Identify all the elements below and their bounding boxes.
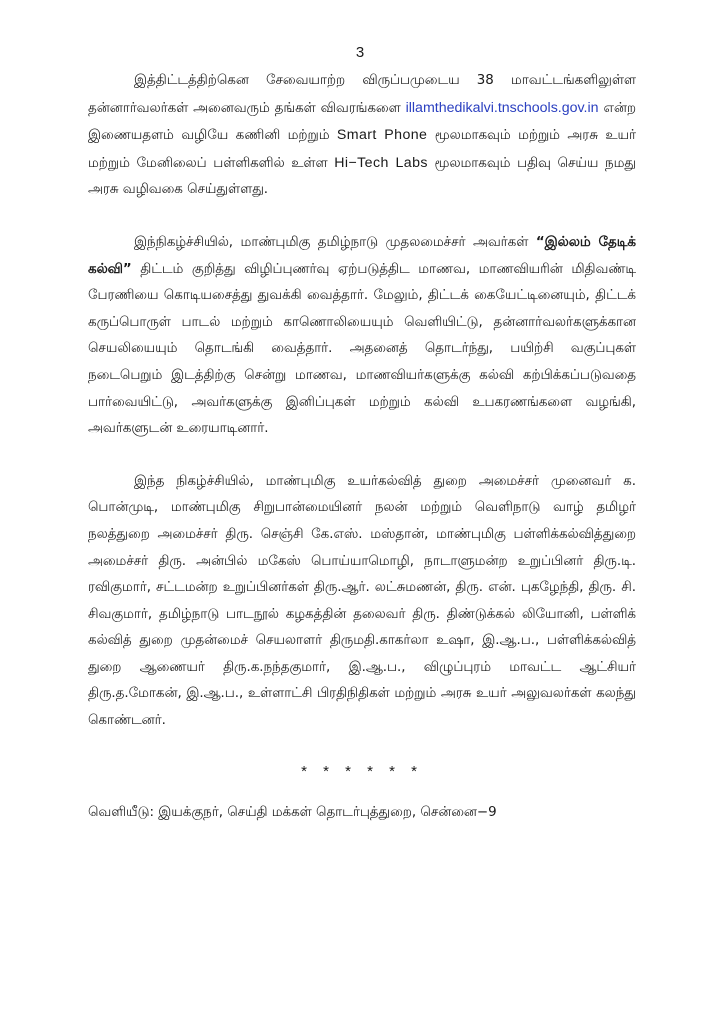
- page-number: 3: [355, 44, 365, 61]
- event-text-intro: இந்நிகழ்ச்சியில், மாண்புமிகு தமிழ்நாடு முதலமைச்சர் அவர்கள்: [134, 234, 536, 250]
- attendees-text: இந்த நிகழ்ச்சியில், மாண்புமிகு உயர்கல்வித் துறை அமைச்சர் முனைவர் க. பொன்முடி, மாண்புமிகு சிறுபான்மையினர் நலன் மற்றும் வெளிநாடு வாழ் தமிழர் நலத்துறை அமைச்சர் திரு. செஞ்சி கே.எஸ். மஸ்தான், மாண்புமிகு பள்ளிக்கல்வித்துறை அமைச்சர் திரு. அன்பில் மகேஸ் பொய்யாமொழி, நாடாளுமன்ற உறுப்பினர் திரு.டி. ரவிகுமார், சட்டமன்ற உறுப்பினர்கள் திரு.ஆர். லட்சுமணன், திரு. என். புகழேந்தி, திரு. சி. சிவகுமார், தமிழ்நாடு பாடநூல் கழகத்தின் தலைவர் திரு. திண்டுக்கல் லியோனி, பள்ளிக் கல்வித் துறை முதன்மைச் செயலாளர் திருமதி.காகர்லா உஷா, இ.ஆ.ப., பள்ளிக்கல்வித் துறை ஆணையர் திரு.க.நந்தகுமார், இ.ஆ.ப., விழுப்புரம் மாவட்ட ஆட்சியர் திரு.த.மோகன், இ.ஆ.ப., உள்ளாட்சி பிரதிநிதிகள் மற்றும் அரசு உயர் அலுவலர்கள் கலந்து கொண்டனர்.: [88, 473, 636, 729]
- registration-text-intro: இத்திட்டத்திற்கென சேவையாற்ற விருப்பமுடைய 38 மாவட்டங்களிலுள்ள தன்னார்வலர்கள் அனைவரும் தங்கள் விவரங்களை: [88, 73, 636, 116]
- registration-text-via: என்ற இணையதளம் வழியே கணினி மற்றும்: [88, 100, 636, 144]
- hitech-labs-text: Hi−Tech Labs: [334, 154, 428, 171]
- website-link[interactable]: illamthedikalvi.tnschools.gov.in: [405, 99, 599, 116]
- registration-text-end: மூலமாகவும் பதிவு செய்ய நமது அரசு வழிவகை செய்துள்ளது.: [88, 155, 636, 198]
- smart-phone-text: Smart Phone: [336, 127, 428, 144]
- paragraph-attendees: [88, 469, 636, 735]
- scheme-name: “இல்லம் தேடிக் கல்வி”: [88, 234, 636, 277]
- paragraph-event: [88, 230, 636, 443]
- registration-text-schools: மூலமாகவும் மற்றும் அரசு உயர் மற்றும் மேனிலைப் பள்ளிகளில் உள்ள: [88, 128, 636, 171]
- event-text-body: திட்டம் குறித்து விழிப்புணர்வு ஏற்படுத்திட மாணவ, மாணவியரின் மிதிவண்டி பேரணியை கொடியசைத்து துவக்கி வைத்தார். மேலும், திட்டக் கையேட்டினையும், திட்டக் கருப்பொருள் பாடல் மற்றும் காணொலியையும் வெளியிட்டு, தன்னார்வலர்களுக்கான செயலியையும் தொடங்கி வைத்தார். அதனைத் தொடர்ந்து, பயிற்சி வகுப்புகள் நடைபெறும் இடத்திற்கு சென்று மாணவ, மாணவியர்களுக்கு கல்வி கற்பிக்கப்படுவதை பார்வையிட்டு, அவர்களுக்கு இனிப்புகள் மற்றும் கல்வி உபகரணங்களை வழங்கி, அவர்களுடன் உரையாடினார்.: [88, 261, 636, 437]
- release-footer: வெளியீடு: இயக்குநர், செய்தி மக்கள் தொடர்புத்துறை, சென்னை−9: [88, 804, 497, 820]
- section-separator: * * * * * *: [301, 762, 423, 780]
- press-release-body: [88, 68, 636, 826]
- paragraph-registration: [88, 68, 636, 204]
